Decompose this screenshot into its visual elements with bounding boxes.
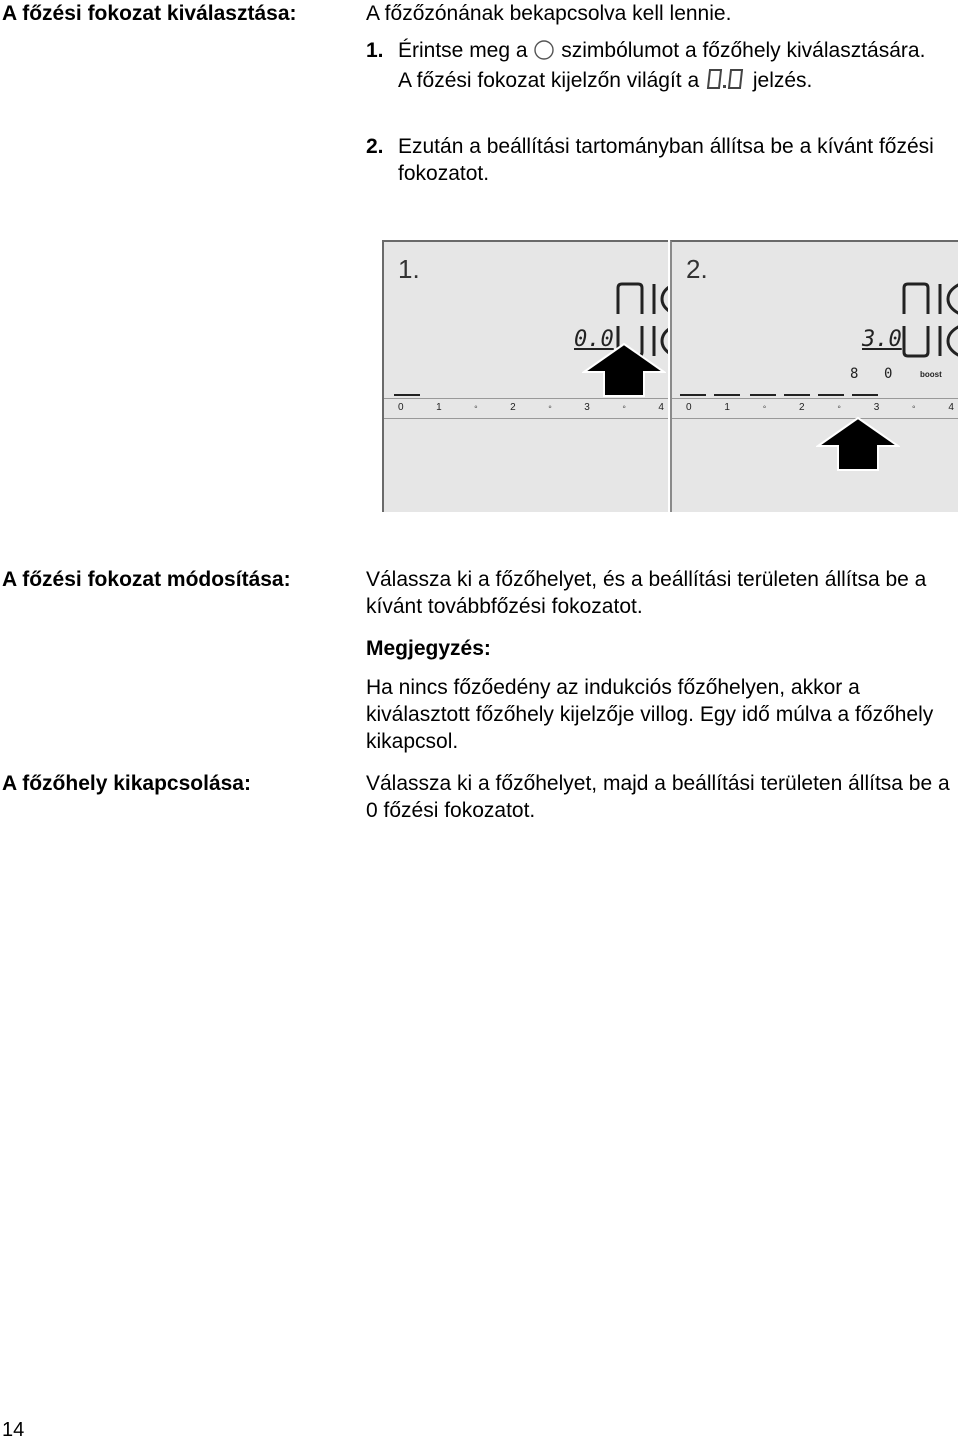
boost-label[interactable]: boost [920,370,942,379]
step-1-text-part1: Érintse meg a [398,39,528,62]
page-number: 14 [2,1419,25,1441]
step-1-line2-part1: A főzési fokozat kijelzőn világít a [398,69,700,92]
step-2-text: Ezután a beállítási tartományban állítsa be a kívánt főzési fokozatot. [398,135,934,185]
turn-off-text: Válassza ki a főzőhelyet, majd a beállítási területen állítsa be a 0 főzési fokozatot. [366,772,950,822]
figure-panel-2 [670,240,958,512]
bottom-segment-glyph [902,324,958,365]
panel-number: 1. [398,254,420,284]
scale-mark[interactable]: ◦ [837,402,841,413]
intro-text: A főzőzónának bekapcsolva kell lennie. [366,2,732,25]
scale-mark[interactable]: ◦ [912,402,916,413]
level-dash [394,394,420,396]
note-title: Megjegyzés: [366,637,491,660]
scale-mark[interactable]: 3 [584,402,590,413]
note-text: Ha nincs főzőedény az indukciós főzőhelyen, akkor a kiválasztott főzőhely kijelzője villog. Egy idő múlva a főzőhely kikapcsol. [366,676,934,753]
step-1-line2-part2: jelzés. [752,69,813,92]
scale-mark[interactable]: ◦ [474,402,478,413]
section-label-select-level: A főzési fokozat kiválasztása: [2,2,297,25]
level-display: 0.0 [574,327,614,352]
step-2 [366,133,960,187]
step-1 [366,37,960,117]
level-scale [398,402,664,414]
scale-mark[interactable]: 4 [948,402,954,413]
level-display: 3.0 [862,327,902,352]
top-segment-glyph [902,282,958,323]
circle-icon [533,40,555,67]
indicator-a: 8 [850,366,859,382]
modify-level-text: Válassza ki a főzőhelyet, és a beállítási területen állítsa be a kívánt továbbfőzési fokozatot. [366,568,927,618]
scale-mark[interactable]: 1 [436,402,442,413]
up-arrow-icon [816,416,900,472]
scale-mark[interactable]: 0 [398,402,404,413]
scale-mark[interactable]: 3 [873,402,880,413]
level-scale [686,402,954,414]
step-number: 2. [366,135,384,158]
scale-mark[interactable]: ◦ [762,402,767,413]
step-number: 1. [366,39,384,62]
seven-segment-zero-icon [705,68,747,97]
indicator-b: 0 [884,366,893,382]
section-label-modify-level: A főzési fokozat módosítása: [2,568,291,591]
scale-mark[interactable]: 0 [686,402,692,413]
figure-panel-1 [382,240,668,512]
control-panel-figure [382,240,958,512]
scale-mark[interactable]: ◦ [548,402,552,413]
step-1-text-part2: szimbólumot a főzőhely kiválasztására. [561,39,926,62]
scale-mark[interactable]: 2 [799,402,805,413]
scale-mark[interactable]: 4 [658,402,664,413]
scale-mark[interactable]: 1 [724,402,730,413]
panel-number: 2. [686,254,708,284]
top-segment-glyph [616,282,668,323]
scale-mark[interactable]: ◦ [622,402,626,413]
scale-mark[interactable]: 2 [510,402,516,413]
section-label-turn-off: A főzőhely kikapcsolása: [2,772,251,795]
up-arrow-icon [582,342,666,398]
